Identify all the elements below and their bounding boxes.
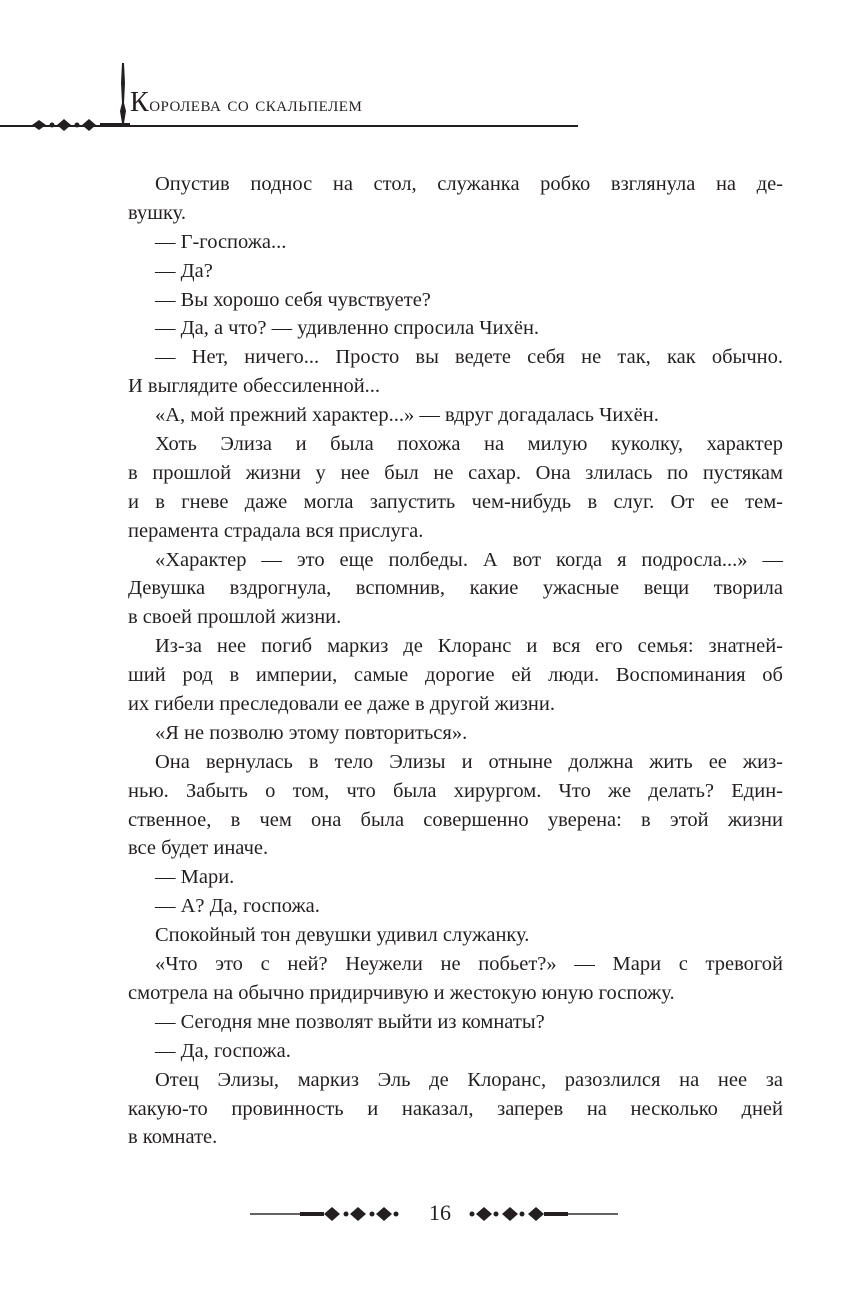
paragraph bbox=[128, 863, 783, 892]
text-line: Спокойный тон девушки удивил служанку. bbox=[155, 924, 530, 947]
text-line: смотрела на обычно придирчивую и жестокую юную госпожу. bbox=[128, 981, 675, 1004]
paragraph bbox=[128, 343, 783, 401]
paragraph bbox=[128, 892, 783, 921]
paragraph bbox=[128, 632, 783, 719]
paragraph bbox=[128, 921, 783, 950]
text-line: и в гневе даже могла запустить чем-нибудь в слуг. От ее тем- bbox=[128, 490, 783, 513]
paragraph bbox=[128, 950, 783, 1008]
text-line: в прошлой жизни у нее был не сахар. Она злилась по пустякам bbox=[128, 461, 783, 484]
page-footer bbox=[240, 1196, 640, 1236]
text-line: «А, мой прежний характер...» — вдруг догадалась Чихён. bbox=[155, 404, 659, 427]
page-number: 16 bbox=[429, 1200, 451, 1225]
text-line: Из-за нее погиб маркиз де Клоранс и вся его семья: знатней- bbox=[155, 635, 783, 658]
footer-ornament-left bbox=[240, 1204, 400, 1224]
paragraph bbox=[128, 228, 783, 257]
paragraph bbox=[128, 719, 783, 748]
paragraph bbox=[128, 401, 783, 430]
text-line: — Вы хорошо себя чувствуете? bbox=[155, 288, 431, 311]
paragraph bbox=[128, 1037, 783, 1066]
header-ornament bbox=[30, 117, 140, 133]
text-line: Отец Элизы, маркиз Эль де Клоранс, разозлился на нее за bbox=[155, 1068, 783, 1091]
paragraph bbox=[128, 748, 783, 864]
text-line: «Характер — это еще полбеды. А вот когда я подросла...» — bbox=[155, 548, 783, 571]
text-line: их гибели преследовали ее даже в другой жизни. bbox=[128, 693, 555, 716]
text-line: Опустив поднос на стол, служанка робко взглянула на де- bbox=[155, 173, 783, 195]
text-line: — Да? bbox=[155, 259, 213, 282]
title-initial-flourish bbox=[116, 63, 130, 123]
paragraph bbox=[128, 1008, 783, 1037]
text-line: «Я не позволю этому повториться». bbox=[155, 721, 468, 744]
text-line: вушку. bbox=[128, 201, 187, 224]
paragraph bbox=[128, 286, 783, 315]
text-line: «Что это с ней? Неужели не побьет?» — Мари с тревогой bbox=[155, 953, 783, 976]
text-line: — Да, госпожа. bbox=[155, 1039, 291, 1062]
text-line: — Мари. bbox=[155, 866, 235, 889]
paragraph bbox=[128, 546, 783, 633]
text-line: в комнате. bbox=[128, 1126, 218, 1149]
paragraph bbox=[128, 257, 783, 286]
footer-ornament-right bbox=[468, 1204, 628, 1224]
paragraph bbox=[128, 314, 783, 343]
paragraph bbox=[128, 430, 783, 546]
text-line: в своей прошлой жизни. bbox=[128, 606, 342, 629]
text-line: Она вернулась в тело Элизы и отныне должна жить ее жиз- bbox=[155, 750, 783, 773]
body-text bbox=[128, 170, 783, 1152]
running-title: Королева со скальпелем bbox=[130, 87, 363, 118]
text-line: — Нет, ничего... Просто вы ведете себя не так, как обычно. bbox=[155, 346, 783, 369]
text-line: все будет иначе. bbox=[128, 837, 269, 860]
text-line: И выглядите обессиленной... bbox=[128, 375, 381, 398]
text-line: — Да, а что? — удивленно спросила Чихён. bbox=[155, 317, 540, 340]
text-line: ственное, в чем она была совершенно уверена: в этой жизни bbox=[128, 808, 783, 831]
running-header bbox=[0, 55, 600, 135]
text-line: ший род в империи, самые дорогие ей люди. Воспоминания об bbox=[128, 664, 783, 687]
paragraph bbox=[128, 170, 783, 228]
text-line: — Сегодня мне позволят выйти из комнаты? bbox=[155, 1010, 545, 1033]
text-line: нью. Забыть о том, что была хирургом. Что же делать? Един- bbox=[128, 779, 783, 802]
paragraph bbox=[128, 1066, 783, 1153]
text-line: — А? Да, госпожа. bbox=[155, 895, 320, 918]
text-line: какую-то провинность и наказал, заперев на несколько дней bbox=[128, 1097, 783, 1120]
text-line: Девушка вздрогнула, вспомнив, какие ужасные вещи творила bbox=[128, 577, 783, 600]
text-line: — Г-госпожа... bbox=[155, 230, 287, 253]
text-line: Хоть Элиза и была похожа на милую куколку, характер bbox=[155, 433, 783, 456]
text-line: перамента страдала вся прислуга. bbox=[128, 519, 424, 542]
